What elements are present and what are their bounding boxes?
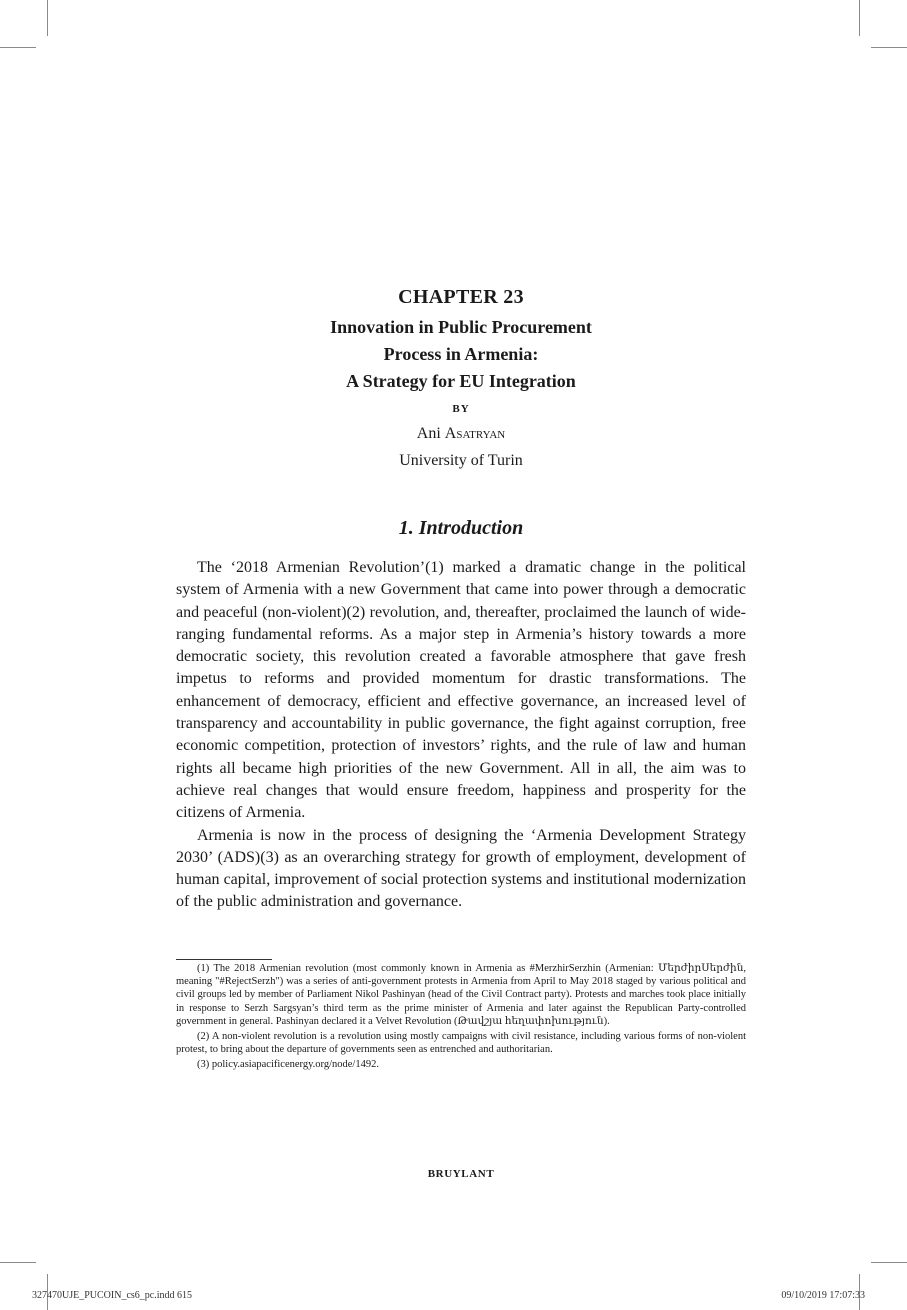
crop-mark-top-right bbox=[859, 0, 860, 36]
crop-mark-left-top bbox=[0, 47, 36, 48]
footnote: (1) The 2018 Armenian revolution (most commonly known in Armenia as #MerzhirSerzhin (Armenian: ՄերժիրՍերժին, meaning "#RejectSerzh") was a series of anti-government protests in Armenia from April to May 2018 staged by various political and civil groups led by member of Parliament Nikol Pashinyan (head of the Civil Contract party). Protests and marches took place initially in response to Serzh Sargsyan’s third term as the prime minister of Armenia and later against the Republican Party-controlled government in general. Pashinyan declared it a Velvet Revolution (Թավշյա հեղափոխություն). bbox=[176, 963, 746, 1027]
body-paragraph: Armenia is now in the process of designing the ‘Armenia Development Strategy 2030’ (ADS)(3) as an overarching strategy for growth of employment, development of human capital, improvement of social protection systems and institutional modernization of the public administration and governance. bbox=[176, 826, 746, 911]
footnote-rule bbox=[176, 959, 272, 960]
crop-mark-right-top bbox=[871, 47, 907, 48]
author-name bbox=[176, 425, 746, 443]
footnote: (2) A non-violent revolution is a revolution using mostly campaigns with civil resistance, including various forms of non-violent protest, to bring about the departure of governments seen as entrenched and authoritarian. bbox=[176, 1031, 746, 1056]
author-last-name: Asatryan bbox=[444, 425, 506, 442]
crop-mark-right-bottom bbox=[871, 1262, 907, 1263]
publisher-footer: BRUYLANT bbox=[427, 1168, 495, 1180]
by-label: BY bbox=[452, 403, 470, 415]
author-affiliation: University of Turin bbox=[399, 452, 523, 469]
footnotes bbox=[176, 962, 746, 1074]
crop-mark-top-left bbox=[47, 0, 48, 36]
chapter-title-line: Process in Armenia: bbox=[383, 344, 539, 364]
chapter-number: CHAPTER 23 bbox=[398, 286, 524, 308]
chapter-title-line: A Strategy for EU Integration bbox=[346, 371, 576, 391]
chapter-title bbox=[176, 314, 746, 395]
body-paragraph: The ‘2018 Armenian Revolution’(1) marked a dramatic change in the political system of Armenia with a new Government that came into power through a democratic and peaceful (non-violent)(2) revolution, and, thereafter, proclaimed the launch of wide-ranging fundamental reforms. As a major step in Armenia’s history towards a more democratic society, this revolution created a favorable atmosphere that gave fresh impetus to reforms and provided momentum for drastic transformations. The enhancement of democracy, efficient and effective governance, an increased level of transparency and accountability in public governance, the fight against corruption, free economic competition, protection of investors’ rights, and the rule of law and human rights all became high priorities of the new Government. All in all, the aim was to achieve real changes that would ensure freedom, happiness and prosperity for the citizens of Armenia. bbox=[176, 559, 746, 822]
body-text bbox=[176, 557, 746, 914]
crop-mark-left-bottom bbox=[0, 1262, 36, 1263]
footnote: (3) policy.asiapacificenergy.org/node/1492. bbox=[197, 1059, 379, 1071]
section-heading: 1. Introduction bbox=[398, 517, 524, 539]
print-slug-timestamp: 09/10/2019 17:07:33 bbox=[781, 1290, 865, 1301]
author-first-name: Ani bbox=[416, 425, 441, 442]
chapter-title-line: Innovation in Public Procurement bbox=[330, 317, 592, 337]
print-slug-file: 327470UJE_PUCOIN_cs6_pc.indd 615 bbox=[32, 1290, 192, 1301]
